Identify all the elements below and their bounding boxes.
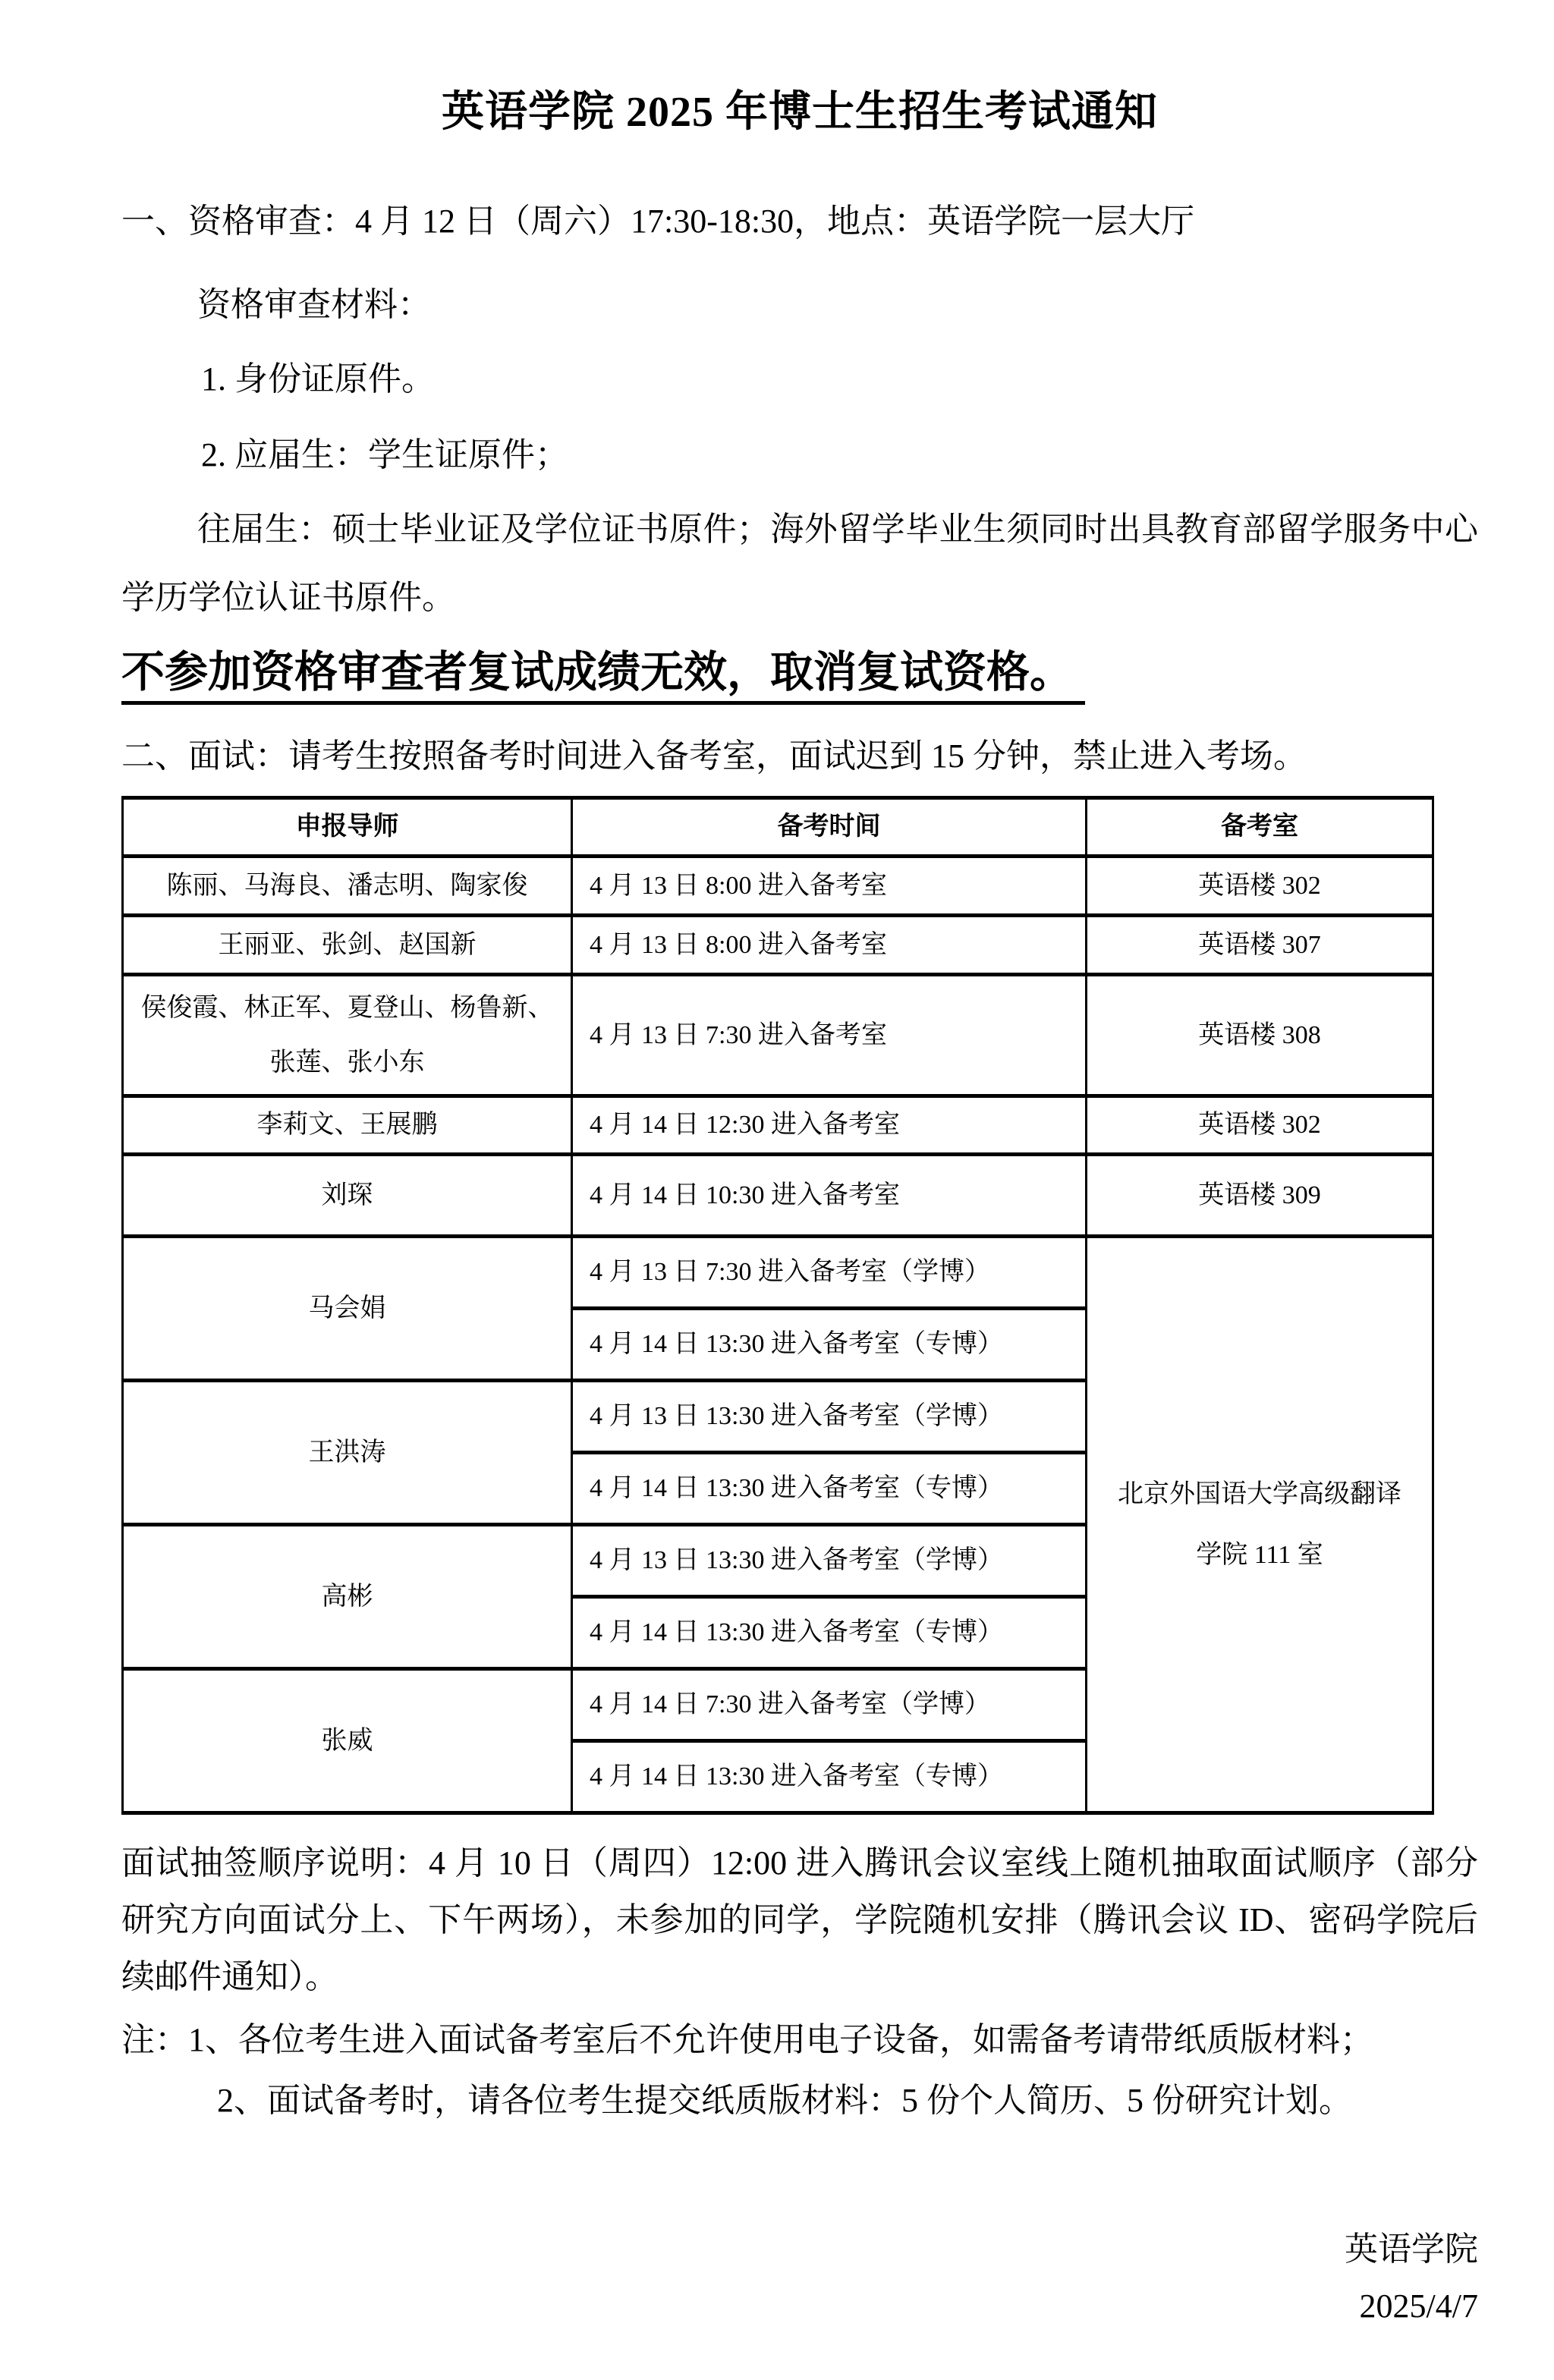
cell-time: 4 月 14 日 10:30 进入备考室	[572, 1155, 1087, 1237]
cell-tutors: 陈丽、马海良、潘志明、陶家俊	[123, 857, 572, 916]
section1-heading: 一、资格审查：4 月 12 日（周六）17:30-18:30，地点：英语学院一层大厅	[121, 203, 1195, 240]
cell-room: 英语楼 302	[1087, 857, 1433, 916]
table-row	[123, 975, 1433, 1096]
lottery-note-paragraph: 面试抽签顺序说明：4 月 10 日（周四）12:00 进入腾讯会议室线上随机抽取面试顺序（部分研究方向面试分上、下午两场），未参加的同学，学院随机安排（腾讯会议 ID、密码学院后续邮件通知）。	[121, 1844, 1478, 1995]
cell-tutors: 王洪涛	[123, 1381, 572, 1525]
signature-block	[121, 2221, 1478, 2334]
note-line-1: 注：1、各位考生进入面试备考室后不允许使用电子设备，如需备考请带纸质版材料；	[121, 2021, 1373, 2058]
cell-time: 4 月 13 日 13:30 进入备考室（学博）	[572, 1525, 1087, 1597]
cell-time: 4 月 14 日 13:30 进入备考室（专博）	[572, 1309, 1087, 1381]
cell-time: 4 月 14 日 12:30 进入备考室	[572, 1096, 1087, 1155]
table-row	[123, 1155, 1433, 1237]
cell-tutors: 侯俊霞、林正军、夏登山、杨鲁新、张莲、张小东	[123, 975, 572, 1096]
header-time: 备考时间	[572, 798, 1087, 857]
warning-line	[121, 644, 1478, 702]
materials-item-1: 1. 身份证原件。	[201, 360, 435, 398]
prior-graduates-paragraph: 往届生：硕士毕业证及学位证书原件；海外留学毕业生须同时出具教育部留学服务中心学历学位认证书原件。	[121, 511, 1478, 616]
cell-tutors: 李莉文、王展鹏	[123, 1096, 572, 1155]
cell-time: 4 月 13 日 8:00 进入备考室	[572, 857, 1087, 916]
table-row	[123, 1237, 1433, 1309]
cell-time: 4 月 14 日 7:30 进入备考室（学博）	[572, 1669, 1087, 1741]
page-title: 英语学院 2025 年博士生招生考试通知	[442, 89, 1158, 136]
cell-room: 英语楼 309	[1087, 1155, 1433, 1237]
cell-time: 4 月 13 日 13:30 进入备考室（学博）	[572, 1381, 1087, 1453]
cell-merged-room	[1087, 1237, 1433, 1813]
cell-tutors: 马会娟	[123, 1237, 572, 1381]
cell-tutors: 高彬	[123, 1525, 572, 1669]
cell-tutors: 王丽亚、张剑、赵国新	[123, 916, 572, 975]
cell-time: 4 月 14 日 13:30 进入备考室（专博）	[572, 1597, 1087, 1669]
section2-heading: 二、面试：请考生按照备考时间进入备考室，面试迟到 15 分钟，禁止进入考场。	[121, 737, 1307, 775]
materials-label: 资格审查材料：	[197, 286, 431, 323]
cell-time: 4 月 14 日 13:30 进入备考室（专博）	[572, 1741, 1087, 1813]
table-row	[123, 857, 1433, 916]
cell-room: 英语楼 307	[1087, 916, 1433, 975]
warning-text: 不参加资格审查者复试成绩无效，取消复试资格。	[121, 649, 1085, 705]
materials-item-2: 2. 应届生：学生证原件；	[201, 436, 568, 473]
header-room: 备考室	[1087, 798, 1433, 857]
cell-time: 4 月 14 日 13:30 进入备考室（专博）	[572, 1453, 1087, 1525]
cell-time: 4 月 13 日 8:00 进入备考室	[572, 916, 1087, 975]
cell-room: 英语楼 302	[1087, 1096, 1433, 1155]
header-tutors: 申报导师	[123, 798, 572, 857]
table-row	[123, 1096, 1433, 1155]
signature-org: 英语学院	[1345, 2231, 1478, 2268]
table-row	[123, 916, 1433, 975]
cell-time: 4 月 13 日 7:30 进入备考室	[572, 975, 1087, 1096]
cell-tutors: 张威	[123, 1669, 572, 1813]
signature-date: 2025/4/7	[1359, 2287, 1478, 2325]
cell-time: 4 月 13 日 7:30 进入备考室（学博）	[572, 1237, 1087, 1309]
table-header-row	[123, 798, 1433, 857]
cell-room: 英语楼 308	[1087, 975, 1433, 1096]
note-line-2: 2、面试备考时，请各位考生提交纸质版材料：5 份个人简历、5 份研究计划。	[217, 2082, 1352, 2119]
interview-schedule-table	[121, 796, 1434, 1815]
merged-room-line1: 北京外国语大学高级翻译	[1118, 1479, 1401, 1508]
merged-room-line2: 学院 111 室	[1196, 1540, 1323, 1569]
cell-tutors: 刘琛	[123, 1155, 572, 1237]
